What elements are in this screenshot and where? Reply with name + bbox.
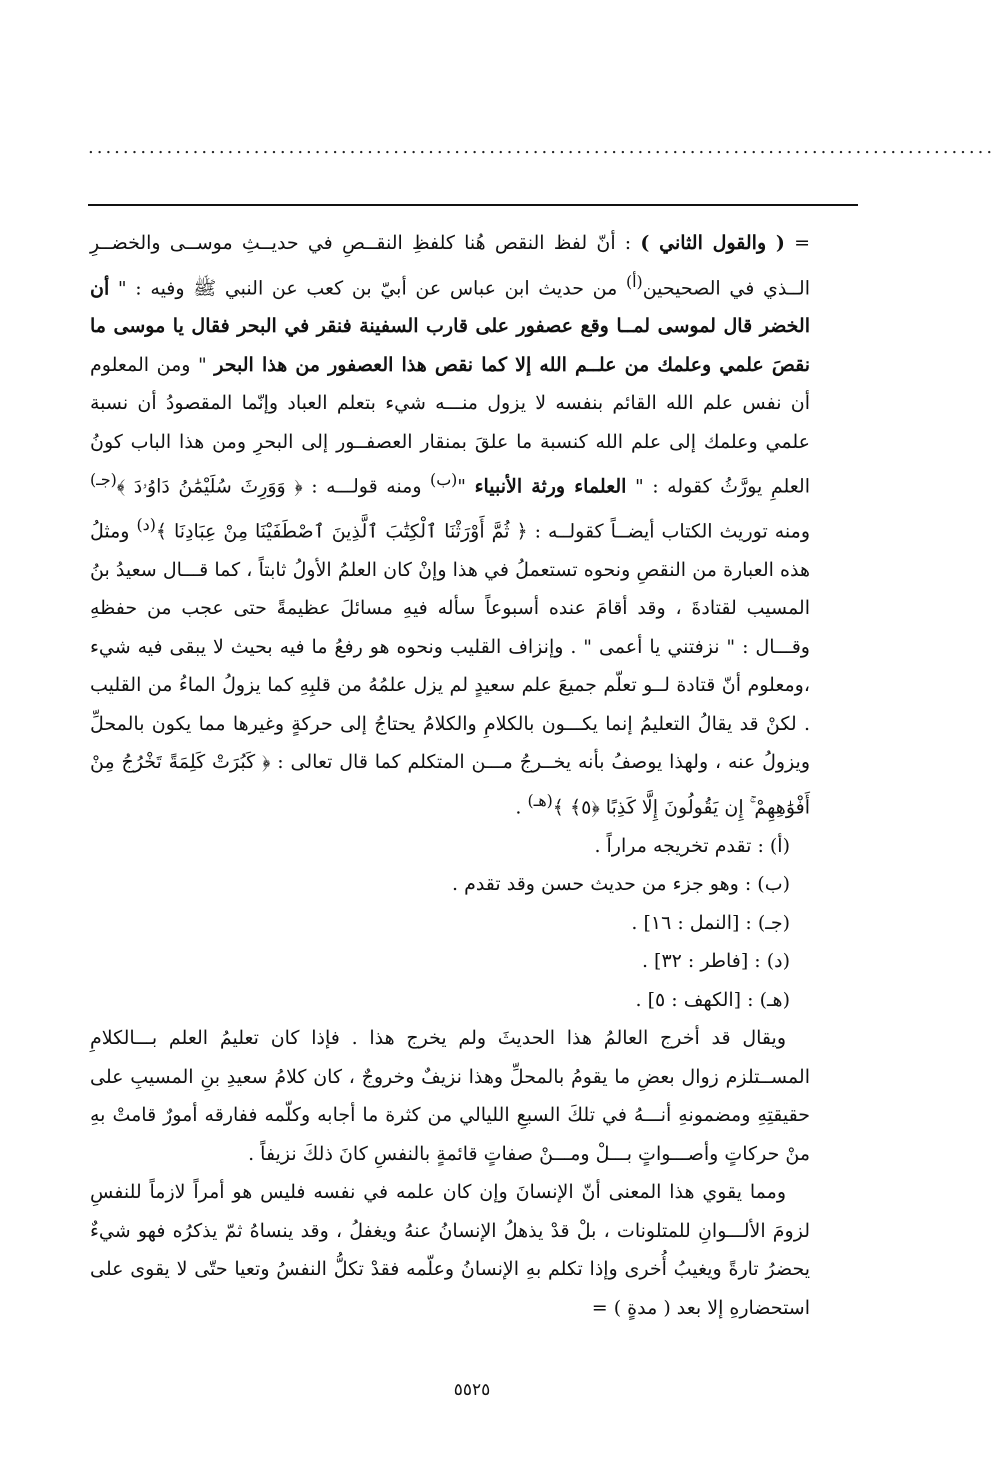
text-run: " bbox=[457, 475, 475, 498]
text-run: من حديث ابن عباس عن أبيّ بن كعب عن النبي ﷺ وفيه : " bbox=[109, 276, 626, 299]
text-run: : أنّ لفظ النقص هُنا كلفظِ النقــصِ في حديــثِ موســى والخضــرِ الــذي في الصحيحين bbox=[90, 232, 810, 299]
continuation-marker-end: = bbox=[591, 1296, 608, 1319]
paragraph-2: ويقال قد أخرج العالمُ هذا الحديثَ ولم يخرج هذا . فإذا كان تعليمُ العلم بـــالكلامِ المســتلزم زوال بعضِ ما يقومُ بالمحلِّ وهذا نزيفٌ وخروجٌ ، كان كلامُ سعيدِ بنِ المسيبِ على حقيقتِهِ ومضمونهِ أنـــهُ في تلكَ السبعِ الليالي من كثرة ما أجابه وكلّمه ففارقه أمورٌ قامتْ بهِ منْ حركاتٍ وأصـــواتٍ بـــلْ ومـــنْ صفاتٍ قائمةٍ بالنفسِ كانَ ذلكَ نزيفاً . bbox=[90, 1027, 810, 1165]
paragraph-1 bbox=[90, 224, 810, 827]
dotted-separator: ........................................................................................................ bbox=[88, 137, 995, 158]
text-run: ومثلُ هذه العبارة من النقصِ ونحوه تستعملُ في هذا وإنْ كان العلمُ الأولُ ثابتاً ، كما قـــال سعيدُ بنُ المسيب لقتادةَ ، وقد أقامَ عنده أسبوعاً سأله فيهِ مسائلَ عظيمةً حتى عجب من حفظهِ وقـــال : " نزفتني يا أعمى " . وإنزاف القليب ونحوه هو رفعُ ما فيه بحيث لا يبقى فيه شيء ،ومعلوم أنّ قتادة لــو تعلّم جميعَ علم سعيدٍ لم يزل علمُهُ من قلبِهِ كما يزولُ الماءُ من القليب . لكنْ قد يقالُ التعليمُ إنما يكـــون بالكلامِ والكلامُ يحتاجُ إلى حركةٍ وغيرها مما يكون بالمحلِّ ويزولُ عنه ، ولهذا يوصفُ بأنه يخــرجُ مـــن المتكلم كما قال تعالى : ﴿ كَبُرَتْ كَلِمَةً تَخْرُجُ مِنْ أَفْوَٰهِهِمْ ۚ إِن يَقُولُونَ إِلَّا كَذِبًا ﴿٥﴾ ﴾ bbox=[90, 520, 810, 819]
continuation-marker: = bbox=[794, 232, 810, 254]
footnotes bbox=[90, 827, 810, 1020]
footnote-d: (د) : [فاطر : ٣٢] . bbox=[641, 950, 790, 973]
footnote-ref-d: (د) bbox=[136, 515, 156, 535]
hadith-quote-2: العلماء ورثة الأنبياء bbox=[474, 475, 627, 498]
footnote-a: (أ) : تقدم تخريجه مراراً . bbox=[594, 834, 790, 857]
footnote-ref-b: (ب) bbox=[430, 470, 458, 490]
footnote-b: (ب) : وهو جزء من حديث حسن وقد تقدم . bbox=[451, 873, 790, 896]
footnote-c: (جـ) : [النمل : ١٦] . bbox=[631, 911, 790, 934]
horizontal-rule bbox=[88, 204, 858, 206]
footnote-e: (هـ) : [الكهف : ٥] . bbox=[635, 988, 790, 1011]
paragraph-3 bbox=[90, 1173, 810, 1327]
footnote-ref-e: (هـ) bbox=[527, 790, 553, 810]
text-run: . bbox=[515, 796, 528, 819]
text-run: ومنه توريث الكتاب أيضــاً كقولــه : ﴿ ثُمَّ أَوْرَثْنَا ٱلْكِتَٰبَ ٱلَّذِينَ ٱصْطَفَيْنَا مِنْ عِبَادِنَا ﴾ bbox=[155, 520, 810, 543]
text-run: " ومن المعلوم أن نفس علم الله القائم بنفسه لا يزول منـــه شيء بتعلم العباد وإنّما المقصودُ أن نسبة علمي وعلمك إلى علم الله كنسبة ما علقَ بمنقار العصفــور إلى البحرِ ومن هذا الباب كونُ العلمِ يورَّثُ كقوله : " bbox=[90, 353, 811, 498]
section-label: ( والقول الثاني ) bbox=[640, 232, 785, 254]
page-number: ٥٥٢٥ bbox=[453, 1380, 491, 1400]
footnote-ref-c: (جـ) bbox=[90, 470, 117, 490]
text-run: ومنه قولـــه : ﴿ وَوَرِثَ سُلَيْمَٰنُ دَاوُۥدَ ﴾ bbox=[116, 475, 431, 498]
text-run: ومما يقوي هذا المعنى أنّ الإنسانَ وإن كان علمه في نفسه فليس هو أمراً لازماً للنفسِ لزومَ الألـــوانِ للمتلونات ، بلْ قدْ يذهلُ الإنسانُ عنهُ ويغفلُ ، وقد ينساهُ ثمّ يذكرُه فهو شيءٌ يحضرُ تارةً ويغيبُ أُخرى وإذا تكلم بهِ الإنسانُ وعلّمه فقدْ تكلُّ النفسُ وتعيا حتّى لا يقوى على استحضارهِ إلا بعد ( مدةٍ ) bbox=[90, 1181, 810, 1319]
footnote-ref-a: (أ) bbox=[625, 271, 643, 291]
hadith-quote: أن الخضر قال لموسى لمــا وقع عصفور على قارب السفينة فنقر في البحر فقال يا موسى ما نقصَ علمي وعلمك من علــم الله إلا كما نقص هذا العصفور من هذا البحر bbox=[90, 276, 810, 376]
body-text bbox=[90, 224, 810, 1327]
